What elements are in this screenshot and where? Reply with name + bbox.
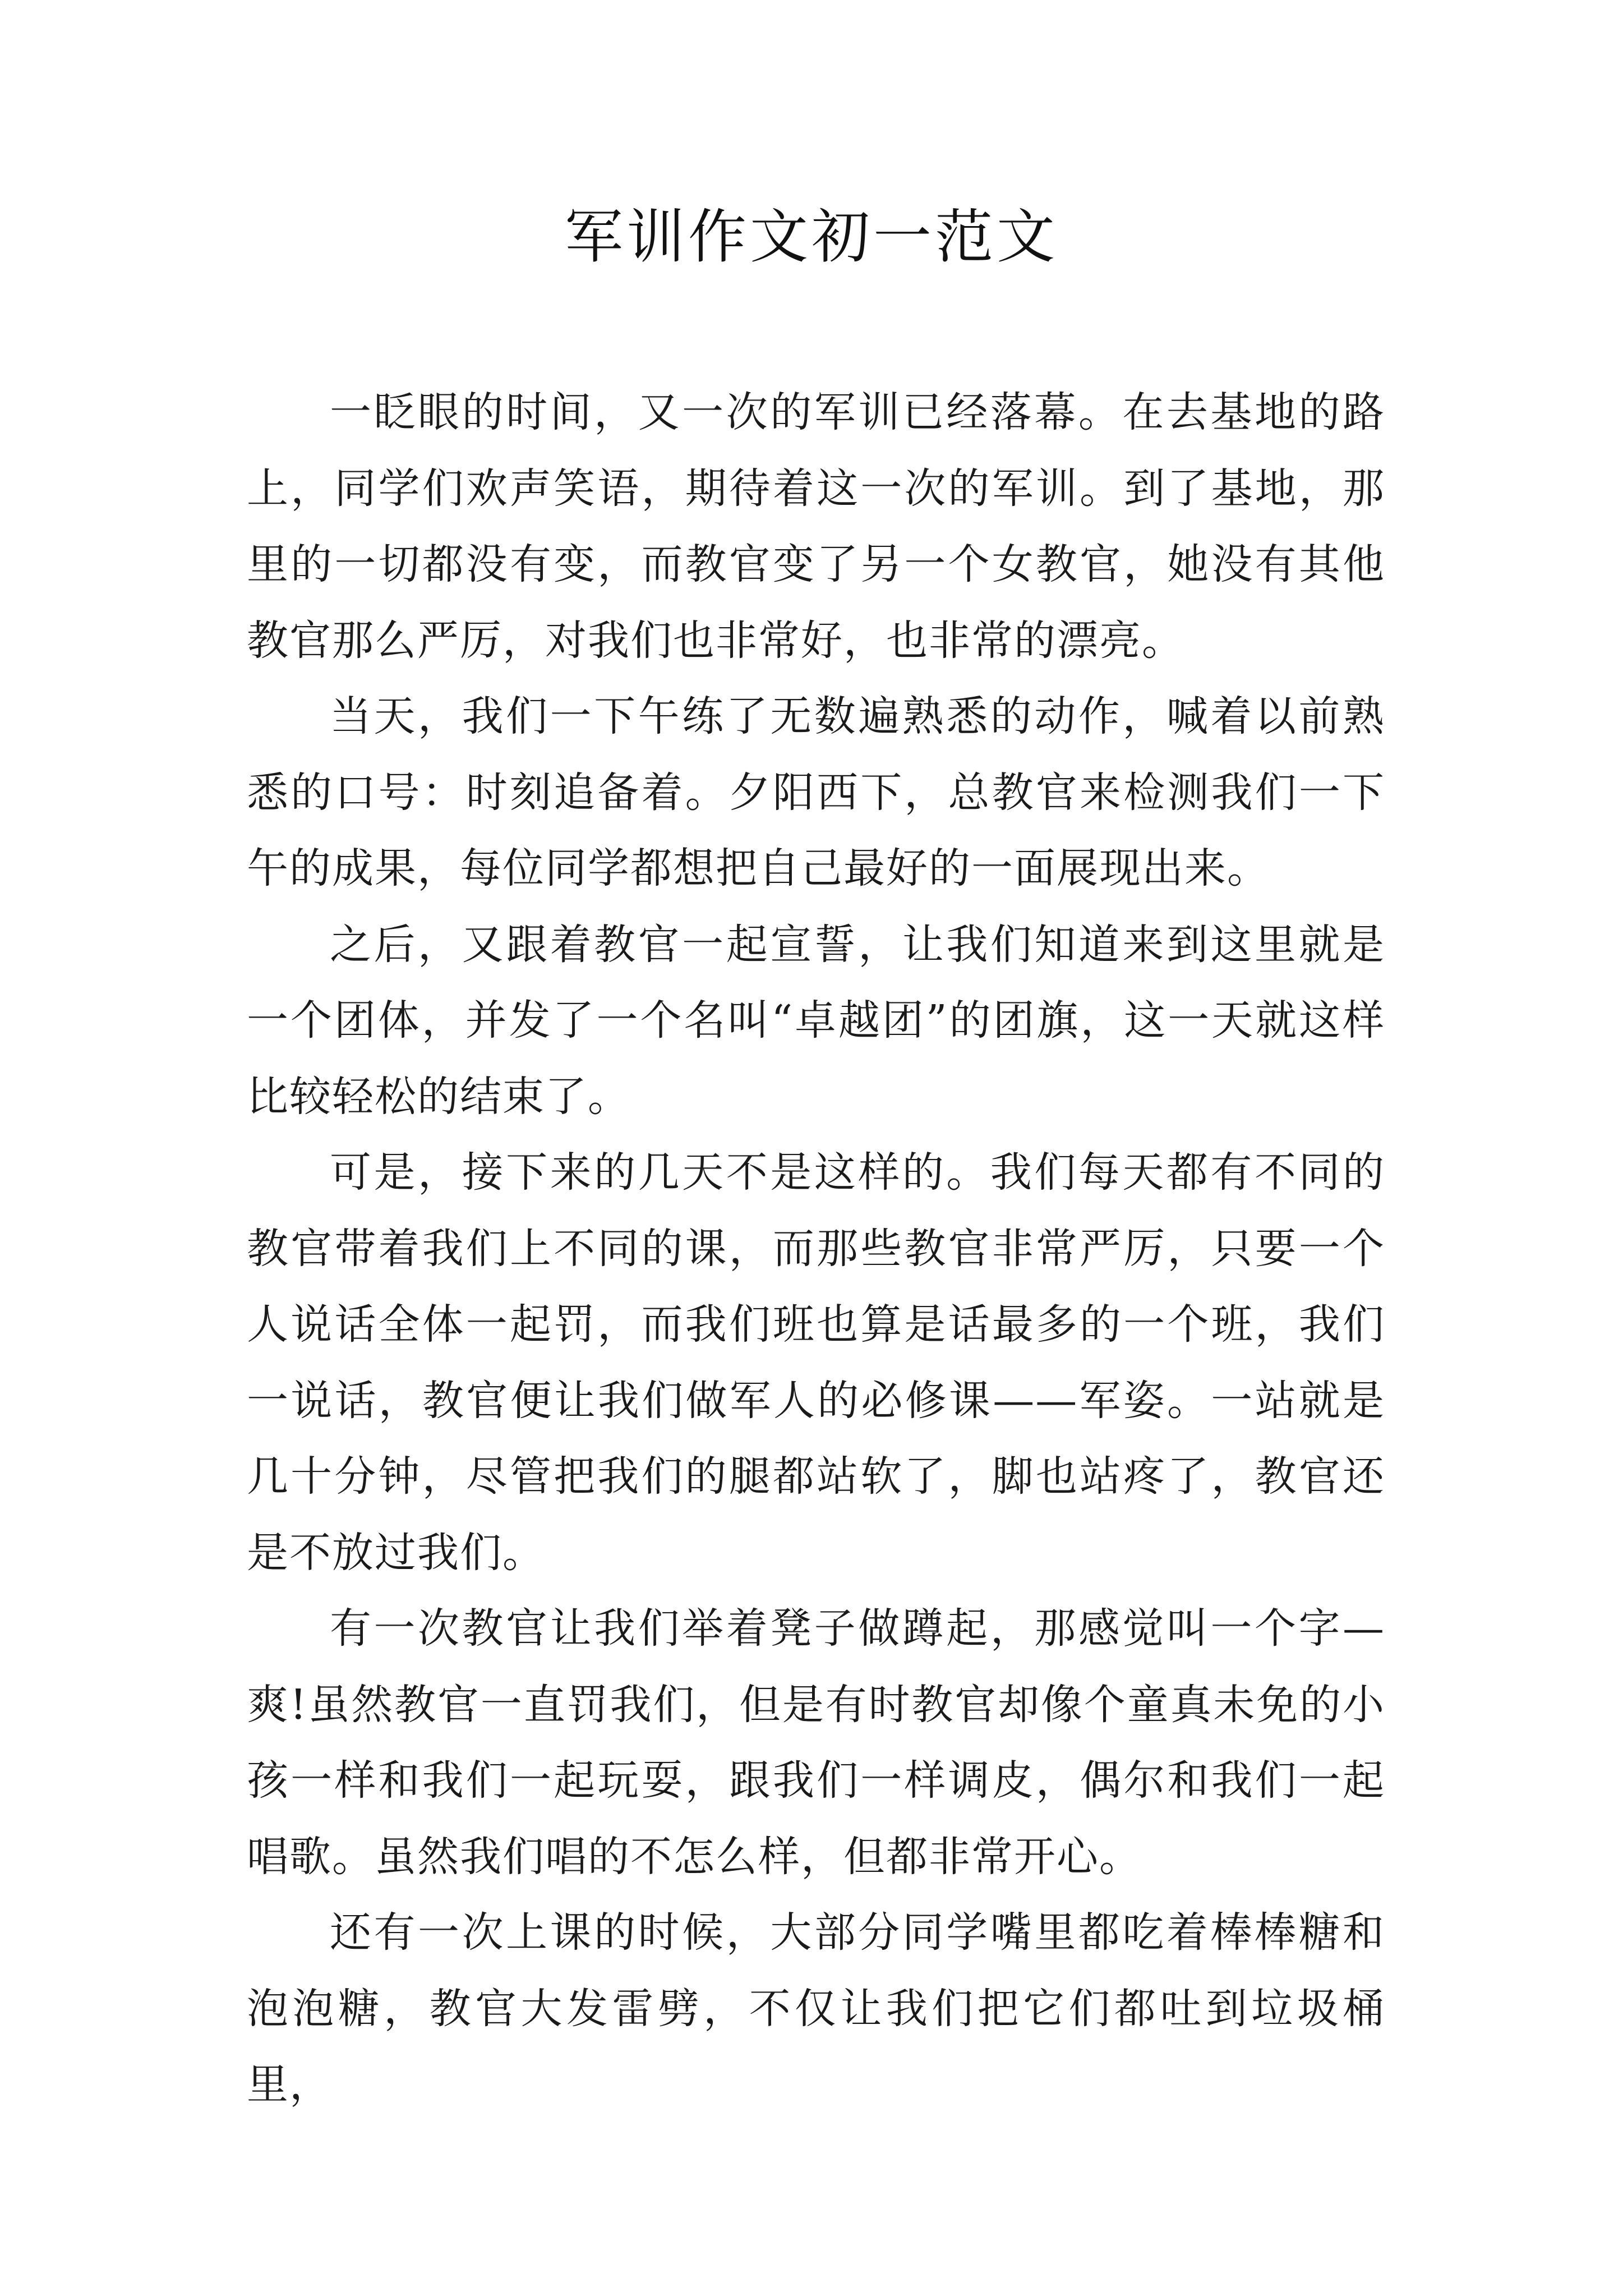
paragraph: 可是，接下来的几天不是这样的。我们每天都有不同的教官带着我们上不同的课，而那些教官非常严厉，只要一个人说话全体一起罚，而我们班也算是话最多的一个班，我们一说话，教官便让我们做军人的必修课——军姿。一站就是几十分钟，尽管把我们的腿都站软了，脚也站疼了，教官还是不放过我们。 (247, 1148, 1385, 1577)
document-body (247, 375, 1385, 2123)
paragraph: 有一次教官让我们举着凳子做蹲起，那感觉叫一个字—爽!虽然教官一直罚我们，但是有时教官却像个童真未免的小孩一样和我们一起玩耍，跟我们一样调皮，偶尔和我们一起唱歌。虽然我们唱的不怎么样，但都非常开心。 (247, 1604, 1385, 1881)
paragraph: 之后，又跟着教官一起宣誓，让我们知道来到这里就是一个团体，并发了一个名叫“卓越团”的团旗，这一天就这样比较轻松的结束了。 (247, 920, 1385, 1121)
paragraph: 还有一次上课的时候，大部分同学嘴里都吃着棒棒糖和泡泡糖，教官大发雷劈，不仅让我们把它们都吐到垃圾桶里， (247, 1908, 1385, 2109)
paragraph: 当天，我们一下午练了无数遍熟悉的动作，喊着以前熟悉的口号：时刻追备着。夕阳西下，总教官来检测我们一下午的成果，每位同学都想把自己最好的一面展现出来。 (247, 692, 1385, 892)
document-title: 军训作文初一范文 (564, 203, 1058, 271)
paragraph: 一眨眼的时间，又一次的军训已经落幕。在去基地的路上，同学们欢声笑语，期待着这一次的军训。到了基地，那里的一切都没有变，而教官变了另一个女教官，她没有其他教官那么严厉，对我们也非常好，也非常的漂亮。 (247, 388, 1385, 665)
